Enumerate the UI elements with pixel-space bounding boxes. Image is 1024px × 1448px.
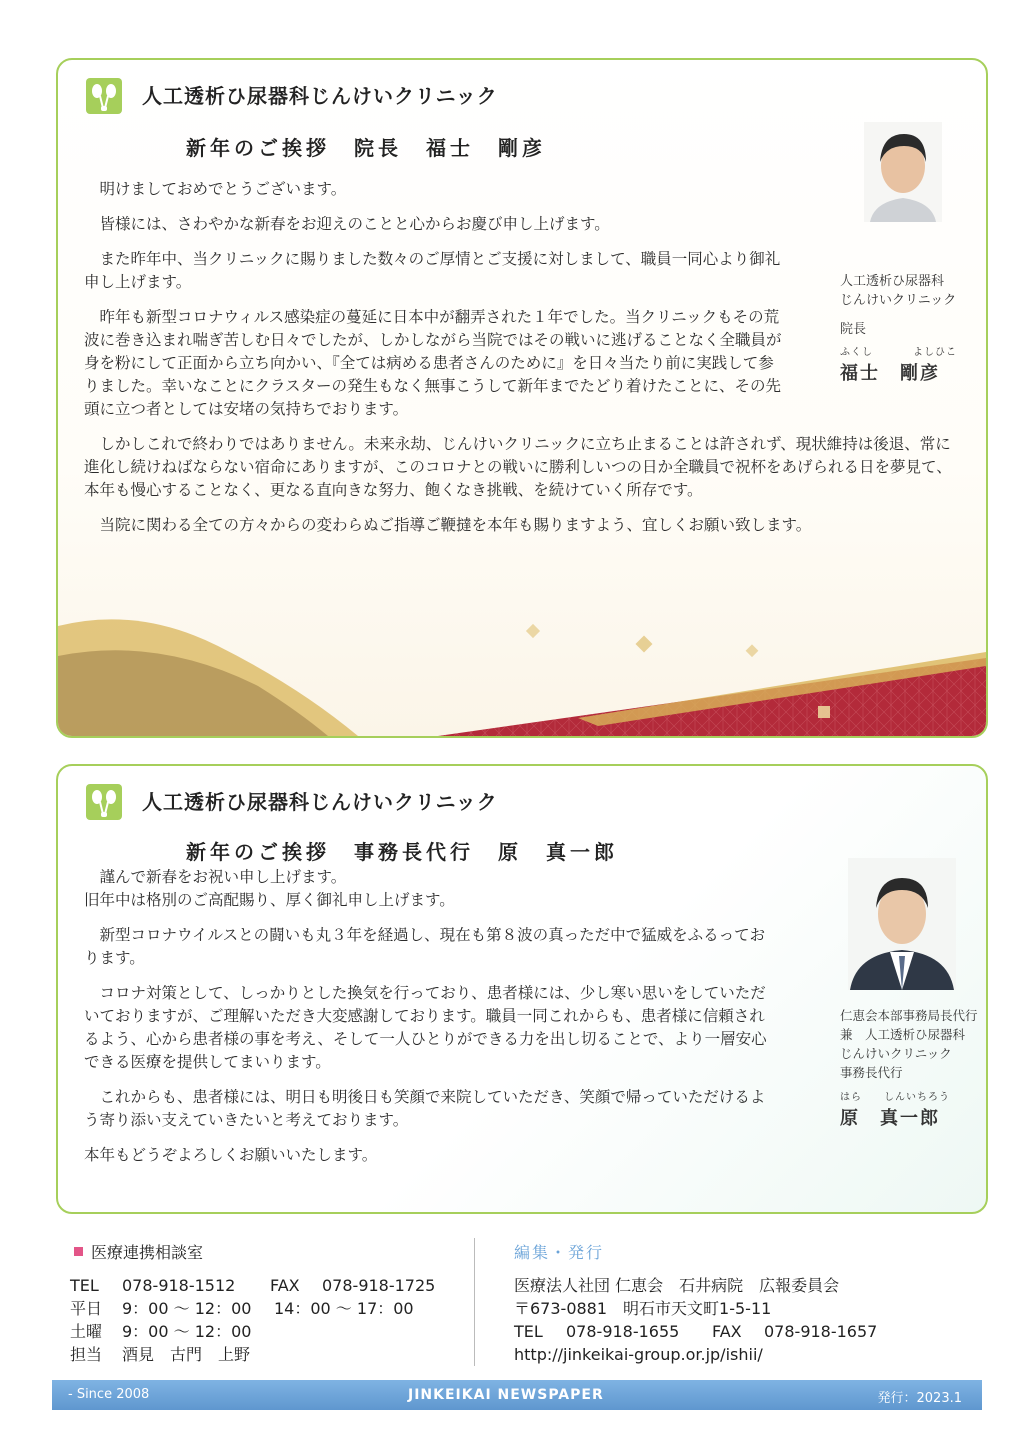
fax-label: FAX (712, 1322, 742, 1341)
saturday-label: 土曜 (70, 1322, 103, 1341)
greeting-body (84, 866, 774, 1179)
paragraph: 昨年も新型コロナウィルス感染症の蔓延に日本中が翻弄された１年でした。当クリニックもその荒波に巻き込まれ喘ぎ苦しむ日々でしたが、しかしながら当院ではその戦いに逃げることなく全職員が身を粉にして正面から立ち向かい、『全ては病める患者さんのために』を日々当たり前に実践して参りました。幸いなことにクラスターの発生もなく無事こうして新年までたどり着けたことに、その先頭に立つ者としては安堵の気持ちでおります。 (84, 308, 782, 418)
paragraph: しかしこれで終わりではありません。未来永劫、じんけいクリニックに立ち止まることは許されず、現状維持は後退、常に進化し続けねばならない宿命にありますが、このコロナとの戦いに勝利しいつの日か全職員で祝杯をあげられる日を夢見て、本年も慢心することなく、更なる直向きな努力、飽くなき挑戦、を続けていく所存です。 (84, 435, 952, 499)
clinic-logo-icon (86, 784, 122, 820)
name-ruby (840, 1088, 984, 1107)
tel-label: TEL (514, 1322, 543, 1341)
staff-row (70, 1343, 460, 1366)
greeting-card-office-manager (56, 764, 988, 1214)
staff-names: 酒見 古門 上野 (122, 1345, 251, 1364)
hours-row (70, 1320, 460, 1343)
newspaper-name: JINKEIKAI NEWSPAPER (408, 1387, 604, 1403)
fax-value: 078-918-1657 (764, 1322, 878, 1341)
caption-role: 院長 (840, 322, 867, 337)
caption-line: 仁恵会本部事務局長代行 (840, 1008, 978, 1023)
url-row (514, 1343, 984, 1366)
caption-line: じんけいクリニック (840, 1046, 952, 1061)
tel-value: 078-918-1512 (122, 1276, 236, 1295)
greeting-heading: 新年のご挨拶 院長 福士 剛彦 (186, 136, 546, 160)
staff-label: 担当 (70, 1345, 103, 1364)
greeting-card-director (56, 58, 988, 738)
section-header (70, 1240, 460, 1262)
director-caption (840, 272, 980, 383)
issue-date: 発行：2023.1 (877, 1391, 962, 1406)
publisher-info (514, 1240, 984, 1366)
paragraph: 新型コロナウイルスとの闘いも丸３年を経過し、現在も第８波の真っただ中で猛威をふるっております。 (84, 926, 766, 967)
greeting-heading: 新年のご挨拶 事務長代行 原 真一郎 (186, 840, 618, 864)
consultation-room-info (70, 1240, 460, 1366)
paragraph: 皆様には、さわやかな新春をお迎えのことと心からお慶び申し上げます。 (99, 215, 610, 233)
clinic-logo-icon (86, 78, 122, 114)
address-row (514, 1297, 984, 1320)
fax-value: 078-918-1725 (322, 1276, 436, 1295)
website-link[interactable]: http://jinkeikai-group.or.jp/ishii/ (514, 1345, 763, 1364)
paragraph: また昨年中、当クリニックに賜りました数々のご厚情とご支援に対しまして、職員一同心より御礼申し上げます。 (84, 250, 781, 291)
edit-title: 編集・発行 (514, 1242, 605, 1262)
hours-row (70, 1297, 460, 1320)
publisher-row (514, 1274, 984, 1297)
paragraph: コロナ対策として、しっかりとした換気を行っており、患者様には、少し寒い思いをしていただいておりますが、ご理解いただき大変感謝しております。職員一同これからも、患者様に信頼されるよう、心から患者様の事を考え、そして一人ひとりができる力を出し切ることで、より一層安心できる医療を提供してまいります。 (84, 984, 767, 1071)
paragraph: 旧年中は格別のご高配賜り、厚く御礼申し上げます。 (84, 891, 455, 909)
contact-row (514, 1320, 984, 1343)
paragraph: 本年もどうぞよろしくお願いいたします。 (84, 1146, 378, 1164)
weekday-am: 9：00 ～ 12：00 (122, 1299, 252, 1318)
ruby-given: しんいちろう (884, 1092, 950, 1103)
clinic-title: 人工透析ひ尿器科じんけいクリニック (142, 790, 498, 814)
caption-role: 事務長代行 (840, 1065, 903, 1080)
contact-row (70, 1274, 460, 1297)
ruby-family: はら (840, 1092, 862, 1103)
weekday-pm: 14：00 ～ 17：00 (274, 1299, 414, 1318)
director-photo (864, 122, 942, 222)
saturday-am: 9：00 ～ 12：00 (122, 1322, 252, 1341)
new-year-ornament (58, 586, 986, 736)
paragraph: 明けましておめでとうございます。 (99, 180, 347, 198)
square-bullet-icon (74, 1247, 83, 1256)
weekday-label: 平日 (70, 1299, 103, 1318)
paragraph: 謹んで新春をお祝い申し上げます。 (99, 868, 347, 886)
paragraph: 当院に関わる全ての方々からの変わらぬご指導ご鞭撻を本年も賜りますよう、宜しくお願い致します。 (99, 516, 812, 534)
office-manager-photo (848, 858, 956, 990)
fax-label: FAX (270, 1276, 300, 1295)
office-manager-caption (840, 1006, 984, 1128)
caption-clinic: 人工透析ひ尿器科 (840, 274, 945, 289)
section-header (514, 1240, 984, 1262)
caption-clinic: じんけいクリニック (840, 293, 957, 308)
ruby-family: ふくし (840, 347, 873, 358)
caption-line: 兼 人工透析ひ尿器科 (840, 1027, 966, 1042)
publisher-name: 医療法人社団 仁恵会 石井病院 広報委員会 (514, 1276, 840, 1295)
office-manager-name: 原 真一郎 (840, 1108, 940, 1129)
director-name: 福士 剛彦 (840, 363, 940, 384)
tel-value: 078-918-1655 (566, 1322, 680, 1341)
section-title: 医療連携相談室 (91, 1242, 204, 1262)
tel-label: TEL (70, 1276, 99, 1295)
footer-divider (474, 1238, 475, 1366)
clinic-title: 人工透析ひ尿器科じんけいクリニック (142, 84, 498, 108)
paragraph: これからも、患者様には、明日も明後日も笑顔で来院していただき、笑顔で帰っていただけるよう寄り添い支えていきたいと考えております。 (84, 1088, 766, 1129)
name-ruby (840, 343, 980, 362)
since-label: - Since 2008 (68, 1387, 150, 1402)
address: 〒673-0881 明石市天文町1-5-11 (514, 1299, 772, 1318)
newspaper-bar (52, 1380, 982, 1410)
ruby-given: よしひこ (913, 347, 957, 358)
